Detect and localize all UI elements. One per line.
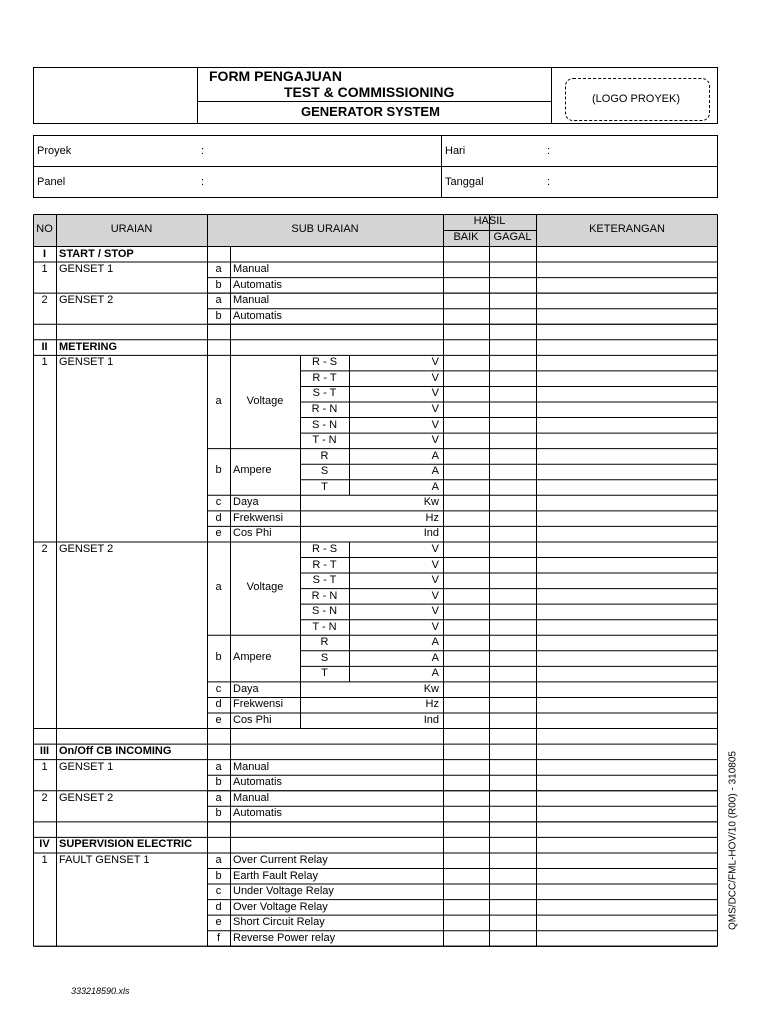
gagal-cell[interactable] [489,402,536,418]
baik-cell[interactable] [443,806,489,822]
footer-filename: 333218590.xls [71,986,130,996]
keterangan-cell[interactable] [536,308,718,324]
baik-cell[interactable] [443,293,489,309]
unit-label: A [431,636,439,649]
sub-letter: a [215,581,222,594]
item-name: GENSET 1 [59,263,114,276]
unit-label: A [431,465,439,478]
header-left-cell [34,68,198,123]
gagal-cell[interactable] [489,868,536,884]
baik-cell[interactable] [443,464,489,480]
sub-letter: c [215,682,222,695]
gagal-cell[interactable] [489,650,536,666]
gagal-cell[interactable] [489,697,536,713]
keterangan-cell[interactable] [536,806,718,822]
baik-cell[interactable] [443,417,489,433]
unit-label: V [431,371,439,384]
baik-cell[interactable] [443,899,489,915]
keterangan-cell[interactable] [536,510,718,526]
sub-label: Over Current Relay [233,853,328,866]
keterangan-cell[interactable] [536,837,718,853]
unit-label: V [431,356,439,369]
sub-letter: d [215,511,222,524]
form-title-line2: TEST & COMMISSIONING [284,84,455,100]
section-number: III [39,745,50,758]
logo-placeholder [565,78,710,121]
gagal-cell[interactable] [489,930,536,946]
gagal-cell[interactable] [489,775,536,791]
sub-label: Manual [233,263,270,276]
gagal-cell[interactable] [489,884,536,900]
sub-letter: b [215,464,222,477]
sub-letter: a [215,791,222,804]
phase-label: R - T [312,558,337,571]
keterangan-cell[interactable] [536,884,718,900]
unit-label: Kw [423,496,439,509]
baik-cell[interactable] [443,713,489,729]
keterangan-cell[interactable] [536,479,718,495]
section-number: II [41,340,48,353]
item-number: 1 [41,853,48,866]
baik-cell[interactable] [443,666,489,682]
gagal-cell[interactable] [489,277,536,293]
baik-cell[interactable] [443,635,489,651]
header-gagal: GAGAL [493,231,532,243]
baik-cell[interactable] [443,277,489,293]
sub-label: Frekwensi [233,511,284,524]
keterangan-cell[interactable] [536,526,718,542]
baik-cell[interactable] [443,728,489,744]
gagal-cell[interactable] [489,837,536,853]
gagal-cell[interactable] [489,464,536,480]
panel-field[interactable] [206,169,436,195]
baik-cell[interactable] [443,386,489,402]
section-number: I [42,247,47,260]
sub-label: Manual [233,760,270,773]
gagal-cell[interactable] [489,557,536,573]
sub-letter: d [215,900,222,913]
keterangan-cell[interactable] [536,666,718,682]
gagal-cell[interactable] [489,541,536,557]
gagal-cell[interactable] [489,604,536,620]
gagal-cell[interactable] [489,370,536,386]
sub-label: Short Circuit Relay [233,916,325,929]
keterangan-cell[interactable] [536,759,718,775]
sub-letter: b [215,869,222,882]
baik-cell[interactable] [443,915,489,931]
baik-cell[interactable] [443,541,489,557]
checklist-table [33,214,718,944]
logo-placeholder-text: (LOGO PROYEK) [592,93,681,105]
keterangan-cell[interactable] [536,417,718,433]
hari-colon: : [547,145,551,157]
sub-label: Automatis [233,807,282,820]
sub-label: Daya [233,496,259,509]
sub-letter: b [215,651,222,664]
gagal-cell[interactable] [489,355,536,371]
baik-cell[interactable] [443,930,489,946]
phase-label: R [320,449,329,462]
keterangan-cell[interactable] [536,852,718,868]
phase-label: R - N [311,403,338,415]
unit-label: A [431,480,439,493]
gagal-cell[interactable] [489,262,536,278]
baik-cell[interactable] [443,619,489,635]
item-name: GENSET 2 [59,294,114,307]
keterangan-cell[interactable] [536,573,718,589]
baik-cell[interactable] [443,821,489,837]
baik-cell[interactable] [443,448,489,464]
keterangan-cell[interactable] [536,495,718,511]
sub-label: Under Voltage Relay [233,885,334,898]
keterangan-cell[interactable] [536,619,718,635]
item-number: 2 [41,791,48,804]
baik-cell[interactable] [443,308,489,324]
gagal-cell[interactable] [489,510,536,526]
unit-label: A [431,449,439,462]
sub-letter: e [215,916,222,929]
gagal-cell[interactable] [489,293,536,309]
keterangan-cell[interactable] [536,635,718,651]
gagal-cell[interactable] [489,433,536,449]
keterangan-cell[interactable] [536,650,718,666]
unit-label: Kw [423,682,439,695]
keterangan-cell[interactable] [536,448,718,464]
gagal-cell[interactable] [489,448,536,464]
baik-cell[interactable] [443,246,489,262]
form-subtitle: GENERATOR SYSTEM [301,104,440,119]
gagal-cell[interactable] [489,806,536,822]
phase-label: R [320,636,329,649]
keterangan-cell[interactable] [536,464,718,480]
sub-label: Manual [233,294,270,307]
phase-label: S - T [312,574,337,587]
gagal-cell[interactable] [489,821,536,837]
keterangan-cell[interactable] [536,355,718,371]
baik-cell[interactable] [443,837,489,853]
unit-label: V [431,589,439,602]
sub-label: Voltage [246,581,284,594]
gagal-cell[interactable] [489,339,536,355]
section-title: SUPERVISION ELECTRIC [59,838,193,851]
proyek-colon: : [201,145,205,157]
baik-cell[interactable] [443,557,489,573]
gagal-cell[interactable] [489,728,536,744]
baik-cell[interactable] [443,339,489,355]
gagal-cell[interactable] [489,308,536,324]
baik-cell[interactable] [443,604,489,620]
gagal-cell[interactable] [489,635,536,651]
baik-cell[interactable] [443,262,489,278]
sub-label: Cos Phi [233,714,272,726]
gagal-cell[interactable] [489,681,536,697]
gagal-cell[interactable] [489,899,536,915]
baik-cell[interactable] [443,744,489,760]
phase-label: R - S [311,356,338,369]
phase-label: R - S [311,542,338,555]
phase-label: R - N [311,589,338,602]
keterangan-cell[interactable] [536,277,718,293]
sub-letter: b [215,309,222,322]
sub-letter: f [216,931,221,944]
gagal-cell[interactable] [489,324,536,340]
header-hasil: HASIL [473,215,506,227]
sub-letter: b [215,807,222,820]
unit-label: V [431,605,439,618]
baik-cell[interactable] [443,433,489,449]
sub-label: Automatis [233,278,282,291]
unit-label: A [431,667,439,680]
panel-colon: : [201,176,205,188]
item-number: 1 [41,760,48,773]
keterangan-cell[interactable] [536,604,718,620]
gagal-cell[interactable] [489,479,536,495]
baik-cell[interactable] [443,510,489,526]
keterangan-cell[interactable] [536,293,718,309]
header-baik: BAIK [453,231,479,243]
item-name: GENSET 1 [59,760,114,773]
baik-cell[interactable] [443,402,489,418]
unit-label: V [431,542,439,555]
sub-label: Earth Fault Relay [233,869,318,882]
sub-letter: a [215,853,222,866]
phase-label: S - N [311,605,338,618]
gagal-cell[interactable] [489,713,536,729]
baik-cell[interactable] [443,697,489,713]
unit-label: Ind [423,714,439,726]
section-title: METERING [59,340,118,353]
sub-label: Cos Phi [233,527,272,540]
phase-label: S - N [311,418,338,431]
sub-letter: a [215,294,222,307]
hari-label: Hari [445,145,466,157]
gagal-cell[interactable] [489,526,536,542]
sub-letter: d [215,698,222,711]
item-number: 1 [41,263,48,276]
keterangan-cell[interactable] [536,588,718,604]
baik-cell[interactable] [443,588,489,604]
info-block [33,135,718,198]
sub-label: Over Voltage Relay [233,900,328,913]
unit-label: V [431,620,439,633]
baik-cell[interactable] [443,884,489,900]
sub-label: Ampere [233,464,272,477]
keterangan-cell[interactable] [536,246,718,262]
keterangan-cell[interactable] [536,728,718,744]
keterangan-cell[interactable] [536,868,718,884]
sub-label: Daya [233,682,259,695]
section-title: On/Off CB INCOMING [59,745,172,758]
sub-letter: a [215,760,222,773]
baik-cell[interactable] [443,790,489,806]
baik-cell[interactable] [443,324,489,340]
unit-label: V [431,558,439,571]
gagal-cell[interactable] [489,915,536,931]
keterangan-cell[interactable] [536,370,718,386]
unit-label: V [431,574,439,587]
keterangan-cell[interactable] [536,899,718,915]
baik-cell[interactable] [443,868,489,884]
baik-cell[interactable] [443,370,489,386]
phase-label: T [321,667,328,680]
phase-label: S [320,651,329,664]
sub-label: Voltage [246,394,284,407]
keterangan-cell[interactable] [536,262,718,278]
keterangan-cell[interactable] [536,790,718,806]
gagal-cell[interactable] [489,588,536,604]
phase-label: T - N [312,620,337,633]
keterangan-cell[interactable] [536,697,718,713]
keterangan-cell[interactable] [536,557,718,573]
keterangan-cell[interactable] [536,821,718,837]
unit-label: V [431,434,439,447]
gagal-cell[interactable] [489,619,536,635]
sub-letter: b [215,278,222,291]
baik-cell[interactable] [443,852,489,868]
keterangan-cell[interactable] [536,386,718,402]
gagal-cell[interactable] [489,666,536,682]
sub-letter: b [215,776,222,789]
sub-label: Frekwensi [233,698,284,711]
keterangan-cell[interactable] [536,915,718,931]
form-header [33,67,718,124]
sub-label: Reverse Power relay [233,931,336,944]
gagal-cell[interactable] [489,759,536,775]
unit-label: Hz [425,698,439,711]
gagal-cell[interactable] [489,495,536,511]
item-number: 1 [41,356,48,369]
gagal-cell[interactable] [489,573,536,589]
phase-label: S [320,465,329,478]
gagal-cell[interactable] [489,386,536,402]
keterangan-cell[interactable] [536,433,718,449]
item-name: GENSET 1 [59,356,114,369]
header-sub-uraian: SUB URAIAN [291,223,359,235]
sub-label: Ampere [233,651,272,664]
proyek-label: Proyek [37,145,72,157]
sub-letter: e [215,527,222,540]
gagal-cell[interactable] [489,852,536,868]
baik-cell[interactable] [443,355,489,371]
sub-label: Manual [233,791,270,804]
tanggal-colon: : [547,176,551,188]
item-name: GENSET 2 [59,542,114,555]
unit-label: Hz [425,511,439,524]
keterangan-cell[interactable] [536,339,718,355]
unit-label: Ind [423,527,439,540]
gagal-cell[interactable] [489,790,536,806]
phase-label: T [321,480,328,493]
unit-label: V [431,418,439,431]
phase-label: S - T [312,387,337,400]
panel-label: Panel [37,176,66,188]
gagal-cell[interactable] [489,417,536,433]
item-name: FAULT GENSET 1 [59,853,150,866]
item-number: 2 [41,542,48,555]
keterangan-cell[interactable] [536,402,718,418]
tanggal-label: Tanggal [445,176,484,188]
keterangan-cell[interactable] [536,744,718,760]
keterangan-cell[interactable] [536,324,718,340]
sub-label: Automatis [233,309,282,322]
sub-label: Automatis [233,776,282,789]
baik-cell[interactable] [443,650,489,666]
footer-doc-code-text: QMS/DCC/FML-HOV/10 (R00) - 310805 [727,751,739,930]
baik-cell[interactable] [443,775,489,791]
item-number: 2 [41,294,48,307]
sub-letter: a [215,394,222,407]
gagal-cell[interactable] [489,246,536,262]
keterangan-cell[interactable] [536,541,718,557]
item-name: GENSET 2 [59,791,114,804]
unit-label: A [431,651,439,664]
phase-label: R - T [312,371,337,384]
form-title-line1: FORM PENGAJUAN [209,68,343,84]
keterangan-cell[interactable] [536,713,718,729]
header-no: NO [36,223,53,235]
sub-letter: e [215,714,222,726]
baik-cell[interactable] [443,479,489,495]
unit-label: V [431,403,439,415]
header-keterangan: KETERANGAN [589,223,665,235]
baik-cell[interactable] [443,573,489,589]
sub-letter: c [215,496,222,509]
proyek-field[interactable] [206,138,436,164]
unit-label: V [431,387,439,400]
keterangan-cell[interactable] [536,930,718,946]
tanggal-field[interactable] [554,169,714,195]
sub-letter: a [215,263,222,276]
keterangan-cell[interactable] [536,681,718,697]
hari-field[interactable] [554,138,714,164]
section-number: IV [39,838,50,851]
baik-cell[interactable] [443,526,489,542]
header-uraian: URAIAN [110,223,153,235]
sub-letter: c [215,885,222,898]
section-title: START / STOP [59,247,134,260]
phase-label: T - N [312,434,337,447]
baik-cell[interactable] [443,759,489,775]
gagal-cell[interactable] [489,744,536,760]
baik-cell[interactable] [443,495,489,511]
baik-cell[interactable] [443,681,489,697]
keterangan-cell[interactable] [536,775,718,791]
